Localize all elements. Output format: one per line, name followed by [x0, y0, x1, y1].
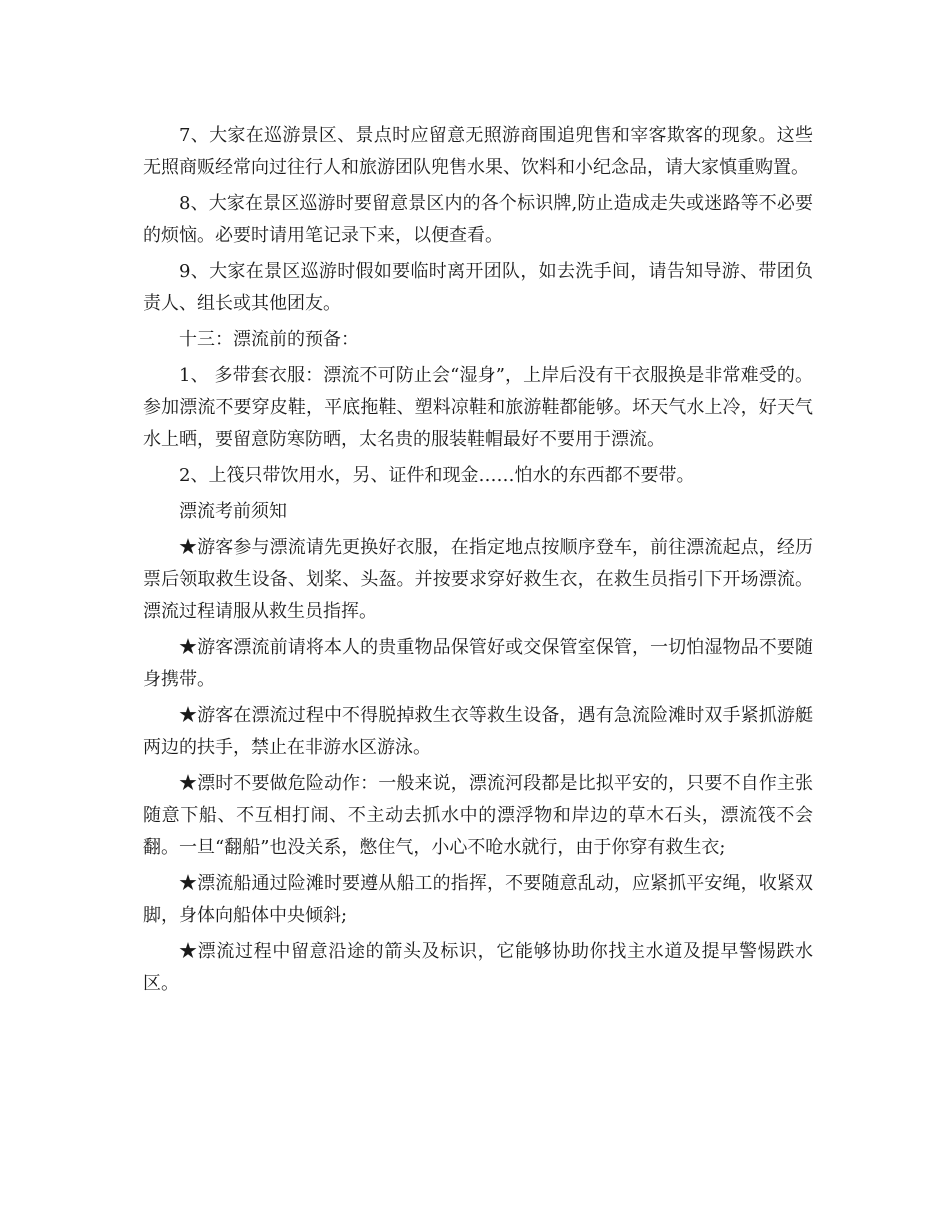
prep-item-1-clothes: 1、 多带套衣服：漂流不可防止会“湿身”，上岸后没有干衣服换是非常难受的。参加漂流不要穿皮鞋，平底拖鞋、塑料凉鞋和旅游鞋都能够。坏天气水上冷，好天气水上晒，要留意防寒防晒，太名贵的服装鞋帽最好不要用于漂流。	[143, 365, 813, 450]
document-body	[143, 120, 813, 1004]
note-no-dangerous-actions: ★漂时不要做危险动作：一般来说，漂流河段都是比拟平安的，只要不自作主张随意下船、不互相打闹、不主动去抓水中的漂浮物和岸边的草木石头，漂流筏不会翻。一旦“翻船”也没关系，憋住气，小心不呛水就行，由于你穿有救生衣;	[143, 773, 813, 858]
paragraph-9-leaving-group: 9、大家在景区巡游时假如要临时离开团队，如去洗手间，请告知导游、带团负责人、组长或其他团友。	[143, 261, 813, 314]
note-rapids: ★漂流船通过险滩时要遵从船工的指挥，不要随意乱动，应紧抓平安绳，收紧双脚，身体向船体中央倾斜;	[143, 873, 813, 926]
note-life-jacket: ★游客在漂流过程中不得脱掉救生衣等救生设备，遇有急流险滩时双手紧抓游艇两边的扶手，禁止在非游水区游泳。	[143, 705, 813, 758]
paragraph-7-scenic-vendors: 7、大家在巡游景区、景点时应留意无照游商围追兜售和宰客欺客的现象。这些无照商贩经常向过往行人和旅游团队兜售水果、饮料和小纪念品，请大家慎重购置。	[143, 125, 813, 178]
prep-item-2-items: 2、上筏只带饮用水，另、证件和现金……怕水的东西都不要带。	[179, 465, 695, 486]
section-heading-rafting-notes: 漂流考前须知	[179, 501, 287, 522]
paragraph-8-signage: 8、大家在景区巡游时要留意景区内的各个标识牌,防止造成走失或迷路等不必要的烦恼。必要时请用笔记录下来，以便查看。	[143, 193, 813, 246]
note-change-clothes: ★游客参与漂流请先更换好衣服，在指定地点按顺序登车，前往漂流起点，经历票后领取救生设备、划桨、头盔。并按要求穿好救生衣，在救生员指引下开场漂流。漂流过程请服从救生员指挥。	[143, 537, 813, 622]
note-signs: ★漂流过程中留意沿途的箭头及标识，它能够协助你找主水道及提早警惕跌水区。	[143, 941, 813, 994]
note-valuables: ★游客漂流前请将本人的贵重物品保管好或交保管室保管，一切怕湿物品不要随身携带。	[143, 637, 813, 690]
section-heading-rafting-prep: 十三：漂流前的预备：	[179, 329, 359, 350]
